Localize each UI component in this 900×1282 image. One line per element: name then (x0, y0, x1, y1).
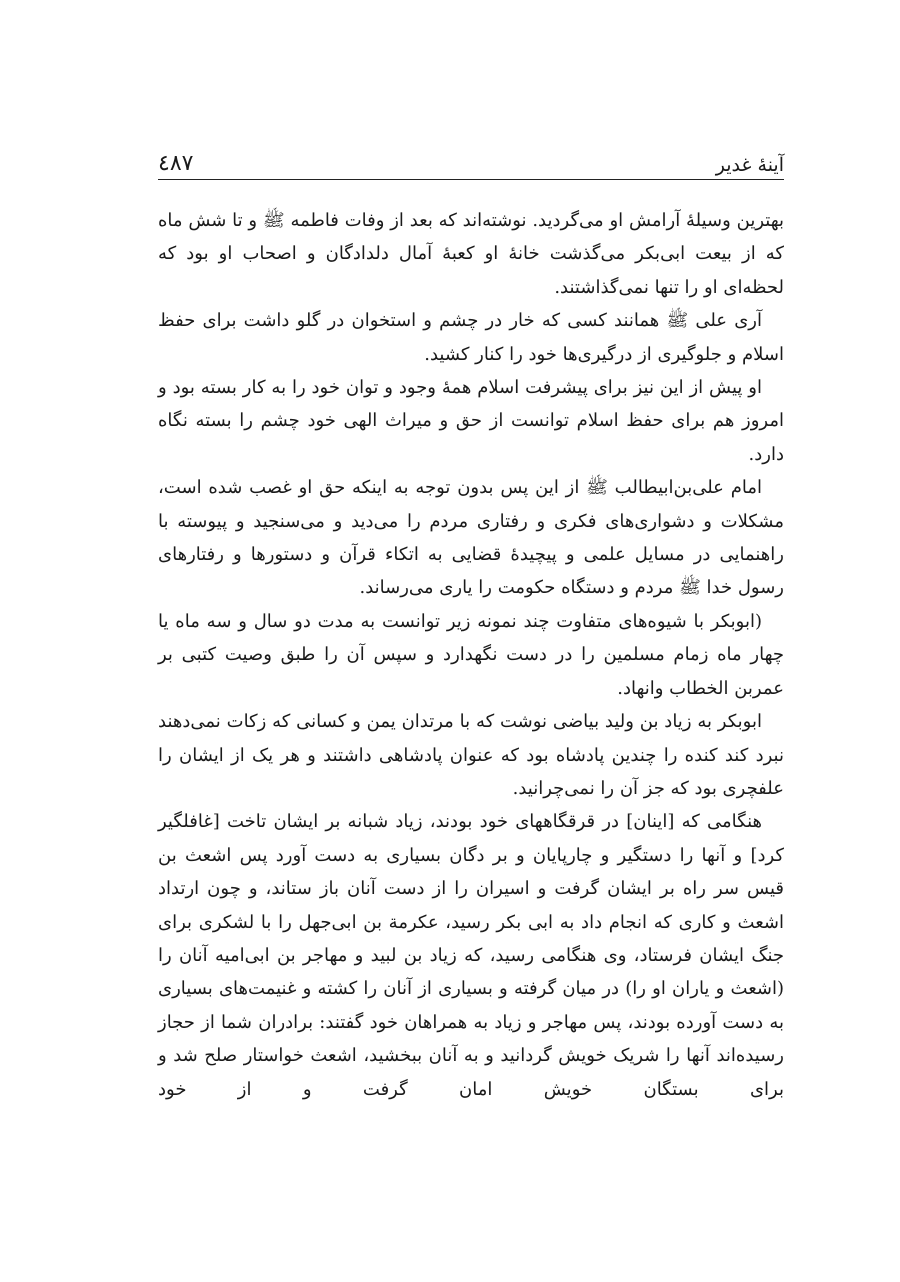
paragraph: بهترین وسیلهٔ آرامش او می‌گردید. نوشته‌اند که بعد از وفات فاطمه ﷺ و تا شش ماه که از بیعت ابی‌بکر می‌گذشت خانهٔ او کعبهٔ آمال دلدادگان و اصحاب او بود که لحظه‌ای او را تنها نمی‌گذاشتند. (158, 210, 784, 298)
paragraph: امام علی‌بن‌ابیطالب ﷺ از این پس بدون توجه به اینکه حق او غصب شده است، مشکلات و دشواری‌های فکری و رفتاری مردم را می‌دید و می‌سنجید و پیوسته با راهنمایی در مسایل علمی و پیچیدهٔ قضایی به اتکاء قرآن و دستورها و رفتارهای رسول خدا ﷺ مردم و دستگاه حکومت را یاری می‌رساند. (158, 477, 784, 599)
header-rule (158, 179, 784, 180)
running-header (158, 140, 784, 176)
paragraph: (ابوبکر با شیوه‌های متفاوت چند نمونه زیر توانست به مدت دو سال و سه ماه یا چهار ماه زمام مسلمین را در دست نگهدارد و سپس آن را طبق وصیت کتبی بر عمربن الخطاب وانهاد. (158, 610, 784, 699)
page-number: ٤٨٧ (158, 151, 194, 176)
body-text (158, 204, 784, 1106)
book-title: آینهٔ غدیر (715, 154, 784, 176)
paragraph: هنگامی که [اینان] در قرقگاههای خود بودند، زیاد شبانه بر ایشان تاخت [غافلگیر کرد] و آنها را دستگیر و چارپایان و بر دگان بسیاری به دست آورد پس اشعث بن قیس سر راه بر ایشان گرفت و اسیران را از دست آنان باز ستاند، و چون ارتداد اشعث و کاری که انجام داد به ابی بکر رسید، عکرمة بن ابی‌جهل را با لشکری برای جنگ ایشان فرستاد، وی هنگامی رسید، که زیاد بن لبید و مهاجر بن ابی‌امیه آنان را (اشعث و یاران او را) در میان گرفته و بسیاری از آنان را کشته و غنیمت‌های بسیاری به دست آورده بودند، پس مهاجر و زیاد به همراهان خود گفتند: برادران شما از حجاز رسیده‌اند آنها را شریک خویش گردانید و به آنان ببخشید، اشعث خواستار صلح شد و برای بستگان خویش امان گرفت و از خود (158, 811, 784, 1100)
paragraph: آری علی ﷺ همانند کسی که خار در چشم و استخوان در گلو داشت برای حفظ اسلام و جلوگیری از درگیری‌ها خود را کنار کشید. (158, 310, 784, 365)
paragraph: او پیش از این نیز برای پیشرفت اسلام همهٔ وجود و توان خود را به کار بسته بود و امروز هم برای حفظ اسلام توانست از حق و میراث الهی خود چشم را بسته نگاه دارد. (158, 377, 784, 465)
paragraph: ابوبکر به زیاد بن ولید بیاضی نوشت که با مرتدان یمن و کسانی که زکات نمی‌دهند نبرد کند کنده را چندین پادشاه بود که عنوان پادشاهی داشتند و هر یک از ایشان را علفچری بود که جز آن را نمی‌چرانید. (158, 711, 784, 799)
